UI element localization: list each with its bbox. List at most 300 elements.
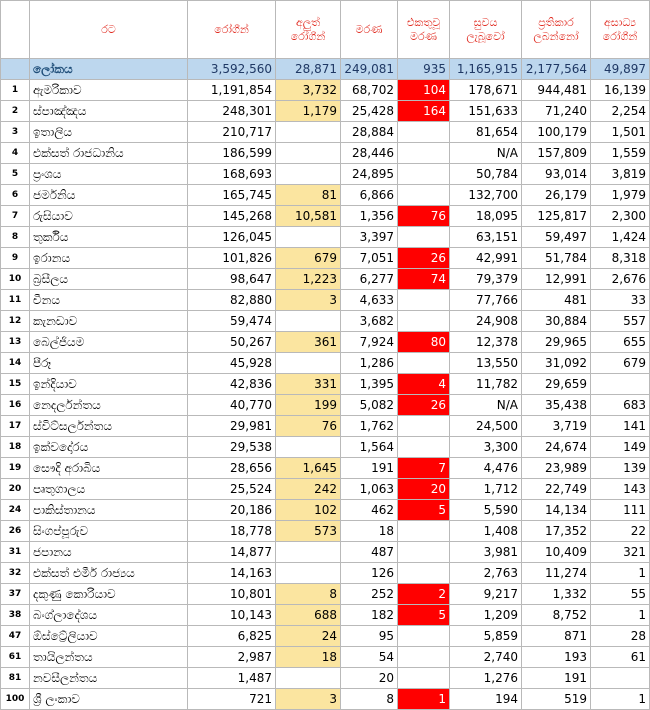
cases-cell: 45,928 — [188, 353, 276, 374]
table-row — [1, 332, 650, 353]
new-cases-cell: 688 — [276, 605, 341, 626]
deaths-cell: 20 — [341, 668, 398, 689]
world-active-cell: 2,177,564 — [522, 59, 591, 80]
active-cell: 24,674 — [522, 437, 591, 458]
recovered-cell: 151,633 — [450, 101, 522, 122]
recovered-cell: 178,671 — [450, 80, 522, 101]
new-deaths-cell — [398, 311, 450, 332]
new-cases-cell — [276, 227, 341, 248]
cases-cell: 6,825 — [188, 626, 276, 647]
rank-cell: 6 — [1, 185, 30, 206]
active-cell: 22,749 — [522, 479, 591, 500]
new-deaths-cell: 4 — [398, 374, 450, 395]
rank-cell: 61 — [1, 647, 30, 668]
country-cell: සිංගප්පූරුව — [30, 521, 188, 542]
new-deaths-cell: 1 — [398, 689, 450, 710]
table-row — [1, 290, 650, 311]
world-critical-cell: 49,897 — [591, 59, 650, 80]
active-cell: 35,438 — [522, 395, 591, 416]
cases-cell: 248,301 — [188, 101, 276, 122]
new-deaths-cell: 76 — [398, 206, 450, 227]
cases-cell: 210,717 — [188, 122, 276, 143]
critical-cell: 16,139 — [591, 80, 650, 101]
deaths-cell: 7,924 — [341, 332, 398, 353]
new-deaths-cell: 2 — [398, 584, 450, 605]
header-active: ප්‍රතිකාර ලබන්නෝ — [522, 1, 591, 59]
new-deaths-cell: 5 — [398, 500, 450, 521]
new-deaths-cell: 80 — [398, 332, 450, 353]
table-row — [1, 374, 650, 395]
rank-cell: 38 — [1, 605, 30, 626]
critical-cell: 2,300 — [591, 206, 650, 227]
rank-cell: 3 — [1, 122, 30, 143]
active-cell: 12,991 — [522, 269, 591, 290]
critical-cell: 655 — [591, 332, 650, 353]
cases-cell: 25,524 — [188, 479, 276, 500]
country-cell: ජර්මනිය — [30, 185, 188, 206]
deaths-cell: 1,395 — [341, 374, 398, 395]
deaths-cell: 1,762 — [341, 416, 398, 437]
rank-cell: 47 — [1, 626, 30, 647]
header-deaths: මරණ — [341, 1, 398, 59]
recovered-cell: 18,095 — [450, 206, 522, 227]
new-deaths-cell — [398, 143, 450, 164]
new-cases-cell — [276, 668, 341, 689]
recovered-cell: 132,700 — [450, 185, 522, 206]
cases-cell: 186,599 — [188, 143, 276, 164]
deaths-cell: 182 — [341, 605, 398, 626]
table-row — [1, 269, 650, 290]
rank-cell: 12 — [1, 311, 30, 332]
critical-cell: 1 — [591, 563, 650, 584]
recovered-cell: 2,763 — [450, 563, 522, 584]
new-cases-cell: 199 — [276, 395, 341, 416]
active-cell: 26,179 — [522, 185, 591, 206]
recovered-cell: 50,784 — [450, 164, 522, 185]
new-cases-cell — [276, 311, 341, 332]
critical-cell: 61 — [591, 647, 650, 668]
new-cases-cell — [276, 122, 341, 143]
critical-cell: 1,501 — [591, 122, 650, 143]
world-row — [1, 59, 650, 80]
deaths-cell: 68,702 — [341, 80, 398, 101]
deaths-cell: 54 — [341, 647, 398, 668]
country-cell: නෙදර්ලන්තය — [30, 395, 188, 416]
new-deaths-cell: 74 — [398, 269, 450, 290]
new-cases-cell — [276, 143, 341, 164]
rank-cell: 8 — [1, 227, 30, 248]
country-cell: කැනඩාව — [30, 311, 188, 332]
header-cases: රෝගීන් — [188, 1, 276, 59]
new-cases-cell — [276, 542, 341, 563]
cases-cell: 10,801 — [188, 584, 276, 605]
rank-cell: 26 — [1, 521, 30, 542]
table-row — [1, 605, 650, 626]
rank-cell: 18 — [1, 437, 30, 458]
world-new-deaths-cell: 935 — [398, 59, 450, 80]
new-cases-cell: 3,732 — [276, 80, 341, 101]
critical-cell: 111 — [591, 500, 650, 521]
rank-cell: 5 — [1, 164, 30, 185]
deaths-cell: 3,397 — [341, 227, 398, 248]
country-cell: ස්විට්සර්ලන්තය — [30, 416, 188, 437]
new-cases-cell: 1,223 — [276, 269, 341, 290]
new-deaths-cell — [398, 290, 450, 311]
active-cell: 100,179 — [522, 122, 591, 143]
country-cell: බ්‍රසීලය — [30, 269, 188, 290]
country-cell: පාකිස්තානය — [30, 500, 188, 521]
world-new-cases-cell: 28,871 — [276, 59, 341, 80]
deaths-cell: 95 — [341, 626, 398, 647]
active-cell: 71,240 — [522, 101, 591, 122]
deaths-cell: 18 — [341, 521, 398, 542]
table-row — [1, 437, 650, 458]
deaths-cell: 487 — [341, 542, 398, 563]
new-cases-cell: 242 — [276, 479, 341, 500]
world-deaths-cell: 249,081 — [341, 59, 398, 80]
active-cell: 193 — [522, 647, 591, 668]
new-cases-cell — [276, 164, 341, 185]
active-cell: 51,784 — [522, 248, 591, 269]
active-cell: 31,092 — [522, 353, 591, 374]
new-cases-cell: 24 — [276, 626, 341, 647]
cases-cell: 29,981 — [188, 416, 276, 437]
table-row — [1, 416, 650, 437]
rank-cell: 13 — [1, 332, 30, 353]
recovered-cell: 5,590 — [450, 500, 522, 521]
new-deaths-cell — [398, 626, 450, 647]
active-cell: 125,817 — [522, 206, 591, 227]
table-row — [1, 185, 650, 206]
deaths-cell: 191 — [341, 458, 398, 479]
new-cases-cell: 76 — [276, 416, 341, 437]
active-cell: 11,274 — [522, 563, 591, 584]
deaths-cell: 4,633 — [341, 290, 398, 311]
rank-cell: 81 — [1, 668, 30, 689]
country-cell: රුසියාව — [30, 206, 188, 227]
critical-cell: 3,819 — [591, 164, 650, 185]
country-cell: ඉන්දියාව — [30, 374, 188, 395]
cases-cell: 59,474 — [188, 311, 276, 332]
critical-cell: 143 — [591, 479, 650, 500]
active-cell: 29,659 — [522, 374, 591, 395]
country-cell: තායිලන්තය — [30, 647, 188, 668]
recovered-cell: N/A — [450, 143, 522, 164]
rank-cell: 20 — [1, 479, 30, 500]
rank-cell: 100 — [1, 689, 30, 710]
country-cell: ඇමරිකාව — [30, 80, 188, 101]
country-cell: ඉක්වදෝරය — [30, 437, 188, 458]
new-deaths-cell — [398, 122, 450, 143]
critical-cell: 33 — [591, 290, 650, 311]
new-cases-cell: 1,645 — [276, 458, 341, 479]
active-cell: 23,989 — [522, 458, 591, 479]
rank-cell: 15 — [1, 374, 30, 395]
active-cell: 29,965 — [522, 332, 591, 353]
country-cell: දකුණු කොරියාව — [30, 584, 188, 605]
recovered-cell: 4,476 — [450, 458, 522, 479]
recovered-cell: 1,408 — [450, 521, 522, 542]
table-row — [1, 626, 650, 647]
recovered-cell: 3,981 — [450, 542, 522, 563]
new-cases-cell: 679 — [276, 248, 341, 269]
rank-cell: 4 — [1, 143, 30, 164]
country-cell: එක්සත් එමීර් රාජ්‍යය — [30, 563, 188, 584]
rank-cell: 37 — [1, 584, 30, 605]
country-cell: ඕස්ට්‍රේලියාව — [30, 626, 188, 647]
new-deaths-cell: 26 — [398, 395, 450, 416]
world-country-cell: ලෝකය — [30, 59, 188, 80]
new-deaths-cell — [398, 227, 450, 248]
new-deaths-cell — [398, 563, 450, 584]
table-row — [1, 311, 650, 332]
new-deaths-cell — [398, 164, 450, 185]
active-cell: 93,014 — [522, 164, 591, 185]
country-cell: ස්පාඤ්ඤය — [30, 101, 188, 122]
critical-cell — [591, 374, 650, 395]
rank-cell: 2 — [1, 101, 30, 122]
new-deaths-cell — [398, 647, 450, 668]
recovered-cell: 194 — [450, 689, 522, 710]
rank-cell: 7 — [1, 206, 30, 227]
cases-cell: 82,880 — [188, 290, 276, 311]
deaths-cell: 8 — [341, 689, 398, 710]
new-deaths-cell — [398, 542, 450, 563]
new-deaths-cell: 26 — [398, 248, 450, 269]
table-row — [1, 500, 650, 521]
active-cell: 519 — [522, 689, 591, 710]
country-cell: ප්‍රංශය — [30, 164, 188, 185]
new-deaths-cell: 104 — [398, 80, 450, 101]
critical-cell: 1,424 — [591, 227, 650, 248]
deaths-cell: 1,564 — [341, 437, 398, 458]
table-row — [1, 353, 650, 374]
country-cell: පීරූ — [30, 353, 188, 374]
recovered-cell: 79,379 — [450, 269, 522, 290]
recovered-cell: 1,712 — [450, 479, 522, 500]
critical-cell: 55 — [591, 584, 650, 605]
recovered-cell: 81,654 — [450, 122, 522, 143]
deaths-cell: 3,682 — [341, 311, 398, 332]
rank-cell: 11 — [1, 290, 30, 311]
deaths-cell: 462 — [341, 500, 398, 521]
deaths-cell: 24,895 — [341, 164, 398, 185]
country-cell: බංග්ලාදේශය — [30, 605, 188, 626]
recovered-cell: 1,276 — [450, 668, 522, 689]
deaths-cell: 5,082 — [341, 395, 398, 416]
cases-cell: 18,778 — [188, 521, 276, 542]
recovered-cell: 13,550 — [450, 353, 522, 374]
table-row — [1, 164, 650, 185]
deaths-cell: 1,063 — [341, 479, 398, 500]
cases-cell: 1,191,854 — [188, 80, 276, 101]
table-row — [1, 647, 650, 668]
new-cases-cell: 361 — [276, 332, 341, 353]
critical-cell: 557 — [591, 311, 650, 332]
country-cell: පෘතුගාලය — [30, 479, 188, 500]
cases-cell: 721 — [188, 689, 276, 710]
active-cell: 871 — [522, 626, 591, 647]
recovered-cell: 3,300 — [450, 437, 522, 458]
active-cell: 59,497 — [522, 227, 591, 248]
table-row — [1, 101, 650, 122]
new-cases-cell: 18 — [276, 647, 341, 668]
new-deaths-cell — [398, 185, 450, 206]
table-row — [1, 563, 650, 584]
table-row — [1, 227, 650, 248]
cases-cell: 145,268 — [188, 206, 276, 227]
table-row — [1, 80, 650, 101]
table-row — [1, 668, 650, 689]
rank-cell: 24 — [1, 500, 30, 521]
deaths-cell: 25,428 — [341, 101, 398, 122]
recovered-cell: 77,766 — [450, 290, 522, 311]
table-row — [1, 521, 650, 542]
new-deaths-cell — [398, 521, 450, 542]
cases-cell: 42,836 — [188, 374, 276, 395]
deaths-cell: 6,277 — [341, 269, 398, 290]
active-cell: 17,352 — [522, 521, 591, 542]
header-recovered: සුවය ලැබූවෝ — [450, 1, 522, 59]
country-cell: තුර්කිය — [30, 227, 188, 248]
cases-cell: 14,163 — [188, 563, 276, 584]
country-cell: සෞදි අරාබිය — [30, 458, 188, 479]
recovered-cell: N/A — [450, 395, 522, 416]
cases-cell: 101,826 — [188, 248, 276, 269]
deaths-cell: 126 — [341, 563, 398, 584]
new-deaths-cell — [398, 353, 450, 374]
critical-cell: 141 — [591, 416, 650, 437]
world-recovered-cell: 1,165,915 — [450, 59, 522, 80]
active-cell: 14,134 — [522, 500, 591, 521]
critical-cell: 1 — [591, 605, 650, 626]
recovered-cell: 12,378 — [450, 332, 522, 353]
new-deaths-cell — [398, 668, 450, 689]
table-row — [1, 479, 650, 500]
new-cases-cell: 102 — [276, 500, 341, 521]
cases-cell: 10,143 — [188, 605, 276, 626]
header-rank — [1, 1, 30, 59]
recovered-cell: 11,782 — [450, 374, 522, 395]
table-row — [1, 584, 650, 605]
new-cases-cell: 81 — [276, 185, 341, 206]
new-cases-cell: 10,581 — [276, 206, 341, 227]
critical-cell: 1,979 — [591, 185, 650, 206]
cases-cell: 126,045 — [188, 227, 276, 248]
new-cases-cell: 331 — [276, 374, 341, 395]
new-deaths-cell — [398, 437, 450, 458]
country-cell: නවසීලන්තය — [30, 668, 188, 689]
recovered-cell: 1,209 — [450, 605, 522, 626]
recovered-cell: 2,740 — [450, 647, 522, 668]
new-cases-cell: 3 — [276, 290, 341, 311]
new-cases-cell: 8 — [276, 584, 341, 605]
world-rank-cell — [1, 59, 30, 80]
cases-cell: 40,770 — [188, 395, 276, 416]
cases-cell: 1,487 — [188, 668, 276, 689]
deaths-cell: 252 — [341, 584, 398, 605]
critical-cell: 1,559 — [591, 143, 650, 164]
header-row — [1, 1, 650, 59]
rank-cell: 31 — [1, 542, 30, 563]
critical-cell: 679 — [591, 353, 650, 374]
rank-cell: 10 — [1, 269, 30, 290]
critical-cell: 139 — [591, 458, 650, 479]
table-row — [1, 458, 650, 479]
country-cell: ශ්‍රී ලංකාව — [30, 689, 188, 710]
deaths-cell: 1,286 — [341, 353, 398, 374]
cases-cell: 20,186 — [188, 500, 276, 521]
recovered-cell: 24,908 — [450, 311, 522, 332]
critical-cell: 22 — [591, 521, 650, 542]
rank-cell: 1 — [1, 80, 30, 101]
header-new-deaths: එකතුවූ මරණ — [398, 1, 450, 59]
new-deaths-cell — [398, 416, 450, 437]
rank-cell: 16 — [1, 395, 30, 416]
new-deaths-cell: 164 — [398, 101, 450, 122]
new-cases-cell — [276, 353, 341, 374]
new-cases-cell: 3 — [276, 689, 341, 710]
critical-cell — [591, 668, 650, 689]
recovered-cell: 24,500 — [450, 416, 522, 437]
table-row — [1, 206, 650, 227]
rank-cell: 9 — [1, 248, 30, 269]
deaths-cell: 6,866 — [341, 185, 398, 206]
table-row — [1, 395, 650, 416]
cases-cell: 29,538 — [188, 437, 276, 458]
active-cell: 3,719 — [522, 416, 591, 437]
active-cell: 481 — [522, 290, 591, 311]
active-cell: 8,752 — [522, 605, 591, 626]
header-country: රට — [30, 1, 188, 59]
critical-cell: 8,318 — [591, 248, 650, 269]
country-cell: බෙල්ජියම — [30, 332, 188, 353]
rank-cell: 32 — [1, 563, 30, 584]
new-cases-cell — [276, 563, 341, 584]
critical-cell: 149 — [591, 437, 650, 458]
rank-cell: 19 — [1, 458, 30, 479]
deaths-cell: 7,051 — [341, 248, 398, 269]
recovered-cell: 63,151 — [450, 227, 522, 248]
critical-cell: 683 — [591, 395, 650, 416]
active-cell: 10,409 — [522, 542, 591, 563]
new-deaths-cell: 5 — [398, 605, 450, 626]
new-cases-cell: 573 — [276, 521, 341, 542]
country-cell: ඉරානය — [30, 248, 188, 269]
country-cell: එක්සත් රාජධානිය — [30, 143, 188, 164]
critical-cell: 1 — [591, 689, 650, 710]
table-row — [1, 542, 650, 563]
country-cell: චීනය — [30, 290, 188, 311]
active-cell: 191 — [522, 668, 591, 689]
world-cases-cell: 3,592,560 — [188, 59, 276, 80]
critical-cell: 2,676 — [591, 269, 650, 290]
cases-cell: 50,267 — [188, 332, 276, 353]
new-deaths-cell: 20 — [398, 479, 450, 500]
table-row — [1, 248, 650, 269]
cases-cell: 14,877 — [188, 542, 276, 563]
country-cell: ජපානය — [30, 542, 188, 563]
cases-cell: 28,656 — [188, 458, 276, 479]
new-cases-cell: 1,179 — [276, 101, 341, 122]
recovered-cell: 9,217 — [450, 584, 522, 605]
cases-cell: 98,647 — [188, 269, 276, 290]
table-row — [1, 122, 650, 143]
active-cell: 157,809 — [522, 143, 591, 164]
recovered-cell: 5,859 — [450, 626, 522, 647]
critical-cell: 321 — [591, 542, 650, 563]
active-cell: 30,884 — [522, 311, 591, 332]
